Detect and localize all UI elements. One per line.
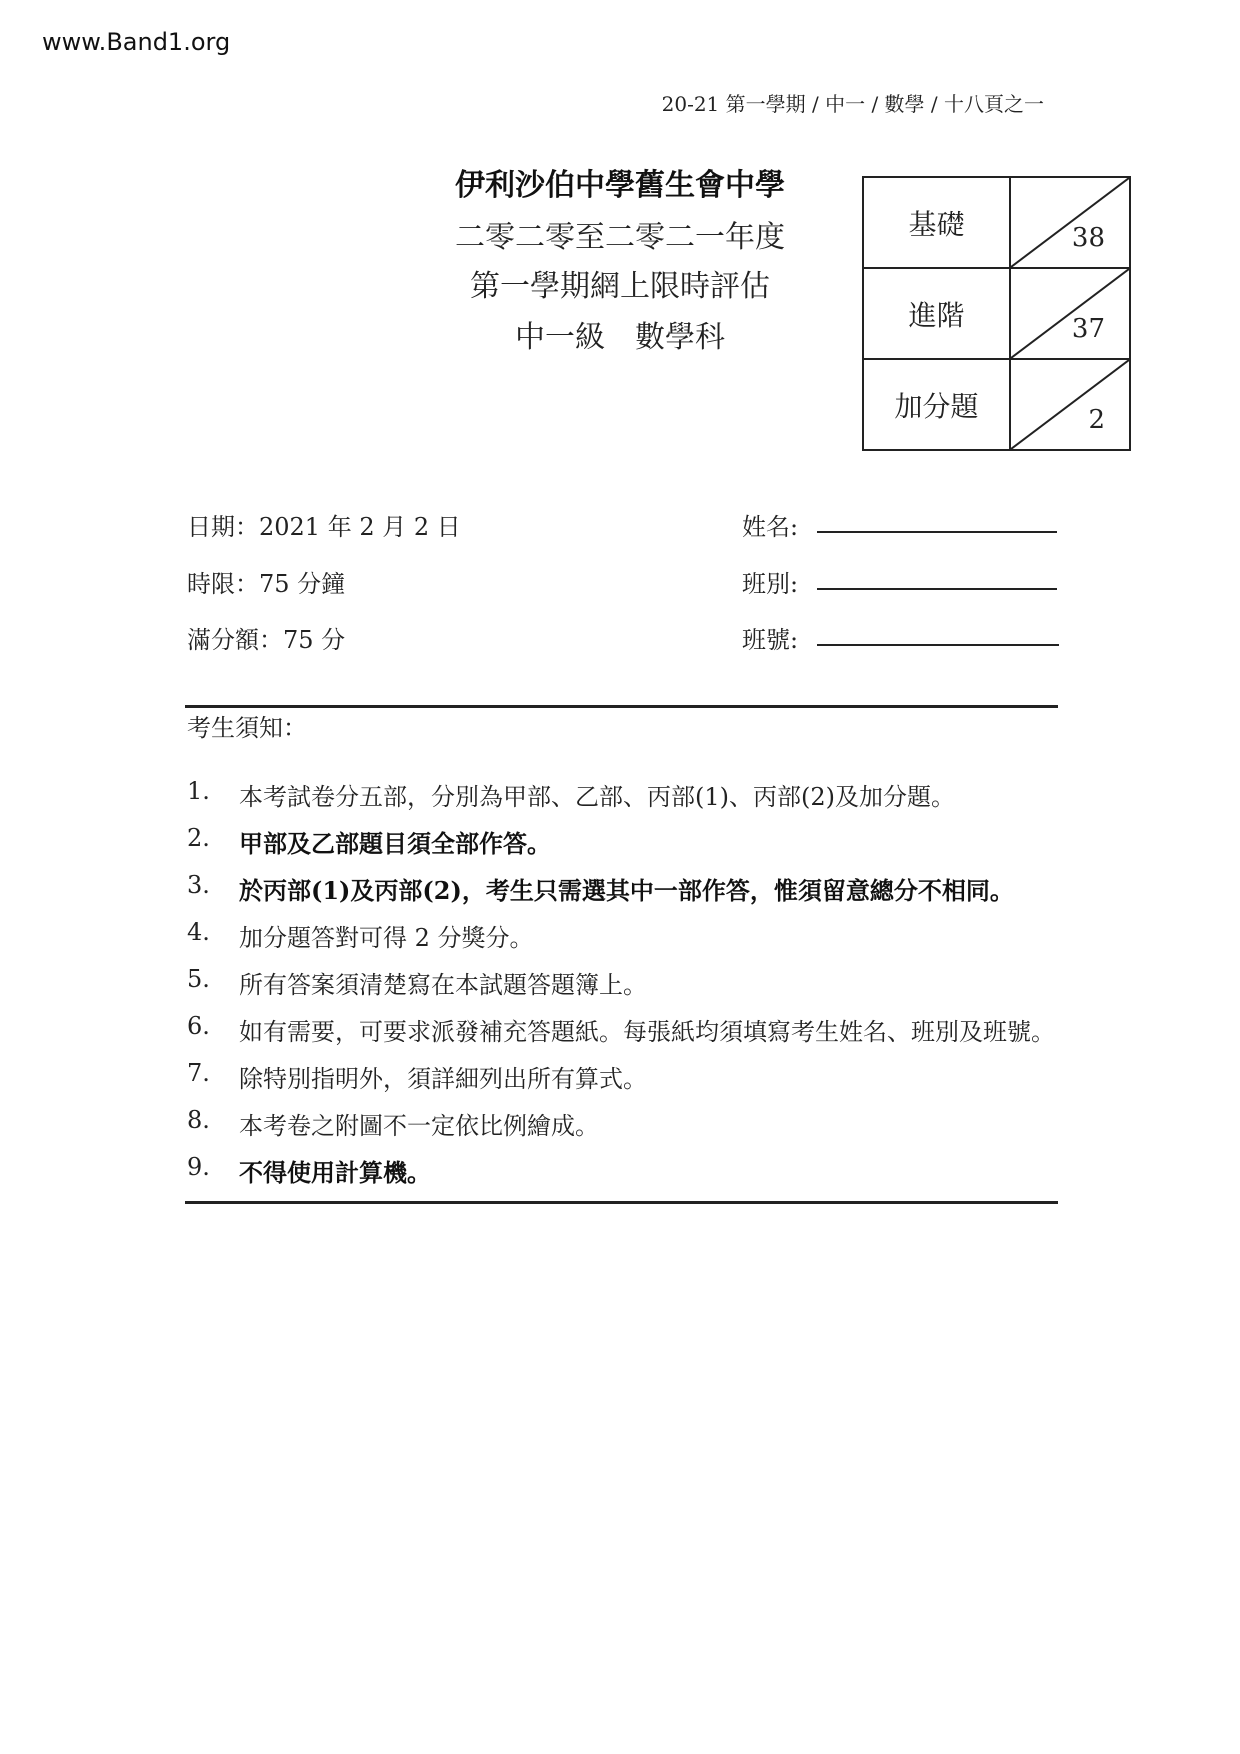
- item-text: 本考卷之附圖不一定依比例繪成。: [239, 1112, 599, 1140]
- list-item: [187, 1059, 1067, 1106]
- item-number: 5.: [187, 965, 210, 993]
- bottom-divider: [185, 1201, 1058, 1204]
- list-item: [187, 777, 1067, 824]
- score-label: 基礎: [863, 177, 1010, 268]
- item-text: 除特別指明外，須詳細列出所有算式。: [239, 1065, 647, 1093]
- name-field[interactable]: [817, 531, 1057, 533]
- score-marks: 2: [1088, 405, 1105, 435]
- class-no-label: 班號:: [742, 626, 799, 654]
- item-number: 9.: [187, 1153, 210, 1181]
- list-item: [187, 1106, 1067, 1153]
- item-number: 4.: [187, 918, 210, 946]
- item-text: 於丙部(1)及丙部(2)，考生只需選其中一部作答，惟須留意總分不相同。: [239, 876, 1014, 905]
- notice-title: 考生須知：: [187, 714, 307, 742]
- list-item: [187, 1153, 1067, 1200]
- item-text: 如有需要，可要求派發補充答題紙。每張紙均須填寫考生姓名、班別及班號。: [239, 1018, 1055, 1046]
- score-box: [1010, 177, 1130, 268]
- subject-name: 中一級 數學科: [515, 320, 725, 355]
- diagonal-line: [1011, 360, 1129, 449]
- score-label: 進階: [863, 268, 1010, 359]
- score-box: [1010, 268, 1130, 359]
- item-text: 所有答案須清楚寫在本試題答題簿上。: [239, 971, 647, 999]
- diagonal-line: [1011, 269, 1129, 358]
- score-box: [1010, 359, 1130, 450]
- item-number: 8.: [187, 1106, 210, 1134]
- exam-name: 第一學期網上限時評估: [470, 269, 770, 304]
- school-name: 伊利沙伯中學舊生會中學: [455, 168, 785, 203]
- item-text: 甲部及乙部題目須全部作答。: [239, 829, 551, 858]
- full-marks: 滿分額：75 分: [187, 626, 346, 654]
- page-header: 20-21 第一學期 / 中一 / 數學 / 十八頁之一: [661, 92, 1044, 116]
- list-item: [187, 965, 1067, 1012]
- score-label: 加分題: [863, 359, 1010, 450]
- class-label: 班別:: [742, 570, 799, 598]
- score-marks: 38: [1071, 223, 1105, 253]
- item-text: 本考試卷分五部，分別為甲部、乙部、丙部(1)、丙部(2)及加分題。: [239, 783, 955, 811]
- score-row: [863, 359, 1130, 450]
- exam-duration: 時限：75 分鐘: [187, 570, 346, 598]
- top-divider: [185, 705, 1058, 708]
- list-item: [187, 824, 1067, 871]
- diagonal-line: [1011, 178, 1129, 267]
- score-row: [863, 177, 1130, 268]
- item-number: 6.: [187, 1012, 210, 1040]
- school-year: 二零二零至二零二一年度: [455, 220, 785, 255]
- item-text: 加分題答對可得 2 分獎分。: [239, 924, 534, 952]
- name-label: 姓名:: [742, 513, 799, 541]
- site-watermark: www.Band1.org: [42, 28, 231, 56]
- item-number: 3.: [187, 871, 210, 899]
- exam-date: 日期：2021 年 2 月 2 日: [187, 513, 461, 541]
- score-table: [862, 176, 1131, 451]
- item-number: 2.: [187, 824, 210, 852]
- list-item: [187, 918, 1067, 965]
- list-item: [187, 871, 1067, 918]
- item-number: 1.: [187, 777, 210, 805]
- class-no-field[interactable]: [817, 644, 1059, 646]
- item-text: 不得使用計算機。: [239, 1158, 431, 1187]
- list-item: [187, 1012, 1067, 1059]
- score-row: [863, 268, 1130, 359]
- instructions-list: [187, 777, 1067, 1200]
- item-number: 7.: [187, 1059, 210, 1087]
- class-field[interactable]: [817, 588, 1057, 590]
- score-marks: 37: [1071, 314, 1105, 344]
